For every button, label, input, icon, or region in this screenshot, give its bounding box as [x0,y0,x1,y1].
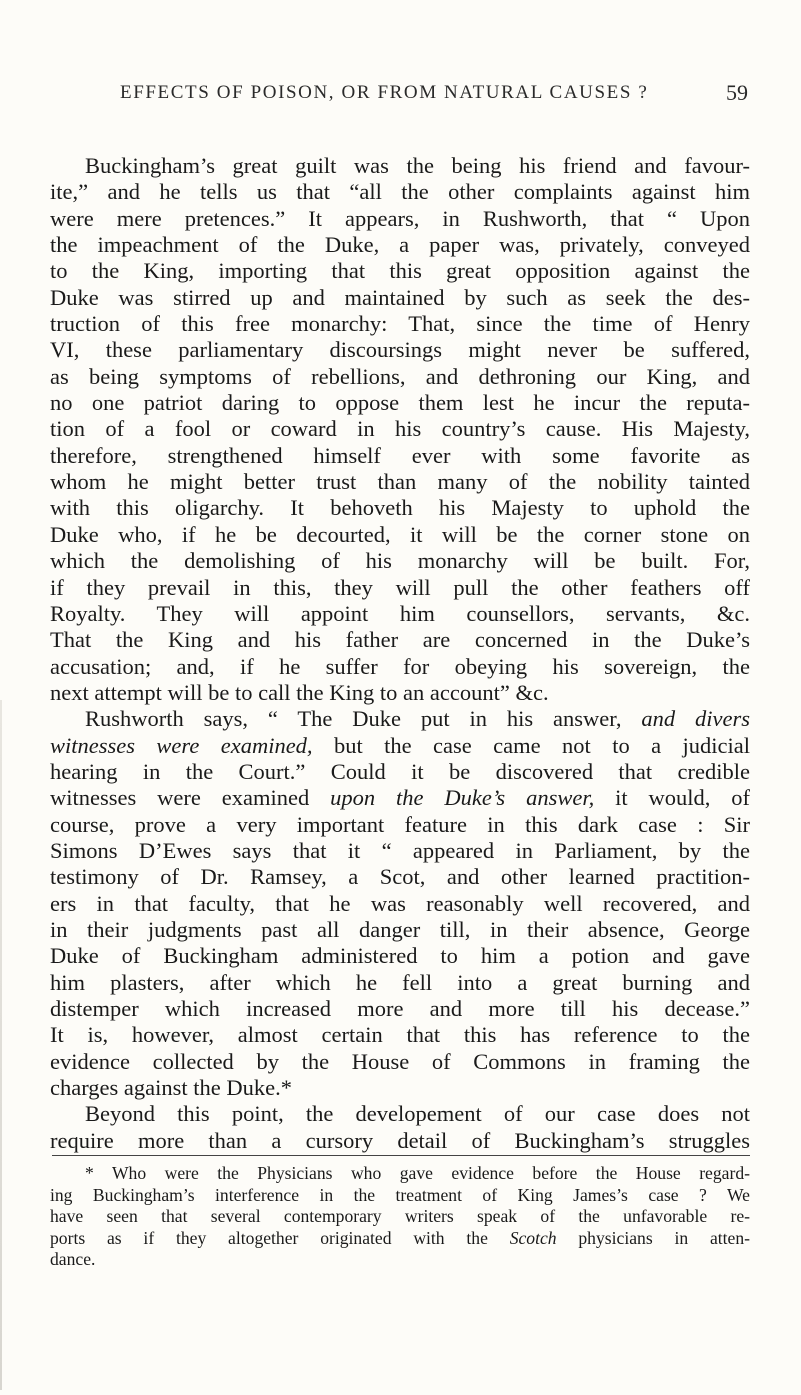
text-line: Buckingham’s great guilt was the being his friend and favour- [85,153,750,178]
text-line: Beyond this point, the developement of our case does not [85,1101,750,1127]
running-title: EFFECTS OF POISON, OR FROM NATURAL CAUSES ? [120,82,649,103]
text-line: in their judgments past all danger till, in their absence, George [50,916,750,942]
text-line: Duke who, if he be decourted, it will be the corner stone on [50,521,750,547]
footnote [50,1163,750,1271]
text-run: witnesses were examined [50,785,310,811]
text-line: to the King, importing that this great opposition against the [50,258,750,284]
text-line: ite,” and he tells us that “all the other complaints against him [50,179,750,205]
text-line: if they prevail in this, they will pull the other feathers off [50,574,750,600]
text-line-with-italic [50,785,750,811]
text-line: were mere pretences.” It appears, in Rushworth, that “ Upon [50,205,750,231]
text-line: hearing in the Court.” Could it be discovered that credible [50,758,750,784]
text-line: which the demolishing of his monarchy will be built. For, [50,548,750,574]
text-line: Duke of Buckingham administered to him a potion and gave [50,943,750,969]
page-number: 59 [726,80,748,105]
text-line: whom he might better trust than many of the nobility tainted [50,469,750,495]
text-run: ports as if they altogether originated with the [50,1227,510,1248]
text-line-with-italic [50,706,750,732]
text-line: him plasters, after which he fell into a great burning and [50,969,750,995]
text-run: Rushworth says, “ The Duke put in his answer, [85,706,622,732]
text-line: Royalty. They will appoint him counsellors, servants, &c. [50,600,750,626]
text-line: truction of this free monarchy: That, since the time of Henry [50,311,750,337]
footnote-line: have seen that several contemporary writers speak of the unfavorable re- [50,1206,750,1227]
italic-run: witnesses were examined, [50,732,313,758]
text-line: tion of a fool or coward in his country’s cause. His Majesty, [50,416,750,442]
running-head [108,82,748,112]
text-line: It is, however, almost certain that this has reference to the [50,1022,750,1048]
text-line: therefore, strengthened himself ever with some favorite as [50,442,750,468]
text-line: require more than a cursory detail of Buckingham’s struggles [50,1127,750,1153]
text-line: Duke was stirred up and maintained by such as seek the des- [50,284,750,310]
text-line: accusation; and, if he suffer for obeying his sovereign, the [50,653,750,679]
text-line: That the King and his father are concerned in the Duke’s [50,627,750,653]
text-line: charges against the Duke.* [50,1075,293,1101]
text-line: evidence collected by the House of Commons in framing the [50,1048,750,1074]
text-line: as being symptoms of rebellions, and dethroning our King, and [50,363,750,389]
text-line: next attempt will be to call the King to an account” &c. [50,679,549,705]
text-line: the impeachment of the Duke, a paper was, privately, conveyed [50,232,750,258]
footnote-line: dance. [50,1249,96,1270]
text-line: testimony of Dr. Ramsey, a Scot, and other learned practition- [50,864,750,890]
text-run: physicians in atten- [556,1227,750,1248]
text-line: VI, these parliamentary discoursings might never be suffered, [50,337,750,363]
text-run: but the case came not to a judicial [312,732,750,758]
text-line: Simons D’Ewes says that it “ appeared in Parliament, by the [50,837,750,863]
text-line: with this oligarchy. It behoveth his Majesty to uphold the [50,495,750,521]
italic-run: and divers [641,706,750,732]
footnote-rule [52,1155,750,1156]
body-text [50,153,750,1154]
text-line: ers in that faculty, that he was reasonably well recovered, and [50,890,750,916]
text-line: distemper which increased more and more till his decease.” [50,996,750,1021]
text-line: course, prove a very important feature in this dark case : Sir [50,811,750,837]
footnote-line-with-italic [50,1228,750,1250]
page-edge-shadow [0,700,2,1390]
text-run: it would, of [594,785,751,811]
text-line-with-italic [50,733,750,759]
text-line: no one patriot daring to oppose them lest he incur the reputa- [50,390,750,416]
italic-run: Scotch [509,1227,557,1248]
footnote-line: * Who were the Physicians who gave evidence before the House regard- [85,1163,750,1183]
footnote-line: ing Buckingham’s interference in the treatment of King James’s case ? We [50,1184,750,1205]
italic-run: upon the Duke’s answer, [330,785,595,811]
